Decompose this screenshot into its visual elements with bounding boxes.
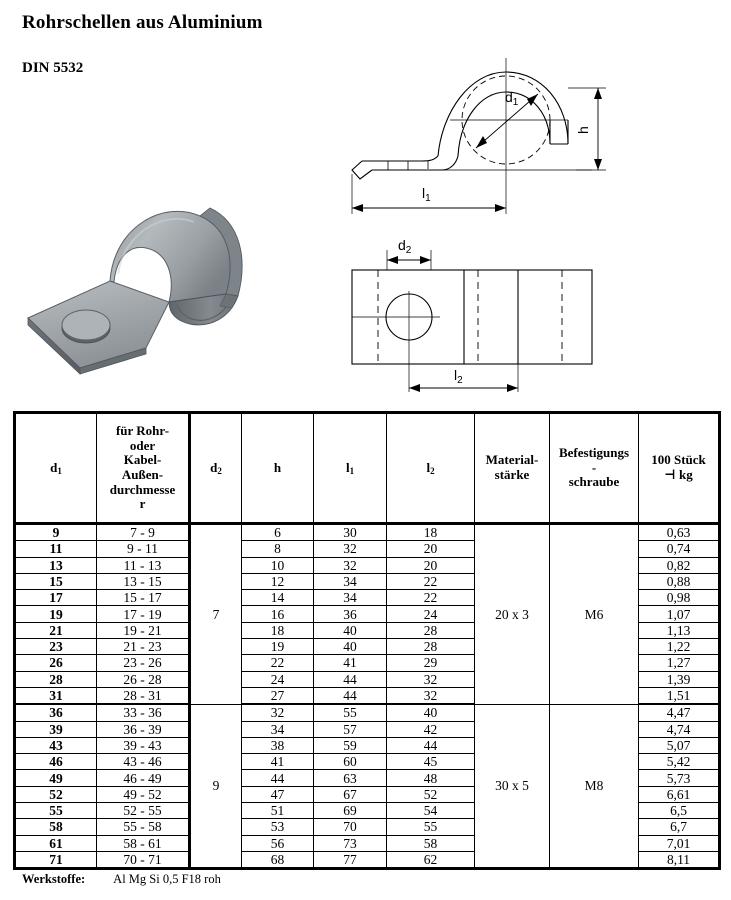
- cell-weight-per-100: 6,7: [639, 819, 720, 835]
- label-l2: $l_2$: [454, 367, 463, 386]
- cell-d1: 43: [15, 737, 97, 753]
- cell-l2: 62: [387, 851, 475, 868]
- cell-d2: 9: [190, 704, 242, 868]
- label-h: h: [575, 126, 591, 134]
- cell-weight-per-100: 5,07: [639, 737, 720, 753]
- cell-l1: 44: [314, 671, 387, 687]
- cell-outer-diameter-range: 43 - 46: [97, 754, 190, 770]
- cell-d1: 15: [15, 573, 97, 589]
- cell-weight-per-100: 0,98: [639, 590, 720, 606]
- cell-fixing-screw: M6: [550, 524, 639, 705]
- cell-h: 10: [242, 557, 314, 573]
- header-l2: $l_2$: [387, 413, 475, 524]
- cell-outer-diameter-range: 17 - 19: [97, 606, 190, 622]
- cell-l2: 29: [387, 655, 475, 671]
- cell-l2: 42: [387, 721, 475, 737]
- specification-table-container: [13, 411, 718, 870]
- cell-h: 51: [242, 803, 314, 819]
- clamp-3d-svg: [14, 178, 264, 383]
- cell-l2: 44: [387, 737, 475, 753]
- cell-l2: 40: [387, 704, 475, 721]
- cell-l2: 22: [387, 590, 475, 606]
- cell-l1: 36: [314, 606, 387, 622]
- cell-h: 24: [242, 671, 314, 687]
- cell-l1: 32: [314, 557, 387, 573]
- cell-weight-per-100: 8,11: [639, 851, 720, 868]
- cell-outer-diameter-range: 52 - 55: [97, 803, 190, 819]
- cell-h: 32: [242, 704, 314, 721]
- cell-l2: 48: [387, 770, 475, 786]
- label-d1: $d_1$: [505, 89, 519, 108]
- cell-outer-diameter-range: 11 - 13: [97, 557, 190, 573]
- cell-h: 41: [242, 754, 314, 770]
- cell-weight-per-100: 1,51: [639, 687, 720, 704]
- cell-weight-per-100: 7,01: [639, 835, 720, 851]
- cell-l1: 32: [314, 541, 387, 557]
- page-title: Rohrschellen aus Aluminium: [22, 12, 263, 33]
- cell-h: 6: [242, 524, 314, 541]
- header-l1: $l_1$: [314, 413, 387, 524]
- cell-d1: 49: [15, 770, 97, 786]
- label-l1: $l_1$: [422, 185, 431, 204]
- header-d2: $d_2$: [190, 413, 242, 524]
- cell-d1: 21: [15, 622, 97, 638]
- cell-d1: 31: [15, 687, 97, 704]
- cell-h: 27: [242, 687, 314, 704]
- cell-h: 14: [242, 590, 314, 606]
- cell-l2: 54: [387, 803, 475, 819]
- header-h: h: [242, 413, 314, 524]
- cell-l1: 67: [314, 786, 387, 802]
- cell-weight-per-100: 0,63: [639, 524, 720, 541]
- cell-material-thickness: 30 x 5: [475, 704, 550, 868]
- cell-h: 44: [242, 770, 314, 786]
- cell-d2: 7: [190, 524, 242, 705]
- cell-l1: 44: [314, 687, 387, 704]
- cell-l2: 28: [387, 639, 475, 655]
- cell-l2: 52: [387, 786, 475, 802]
- cell-l2: 32: [387, 687, 475, 704]
- cell-l2: 55: [387, 819, 475, 835]
- technical-drawings: [330, 48, 630, 386]
- cell-h: 38: [242, 737, 314, 753]
- table-header-row: [15, 413, 720, 524]
- cell-weight-per-100: 5,42: [639, 754, 720, 770]
- cell-l1: 77: [314, 851, 387, 868]
- cell-weight-per-100: 6,5: [639, 803, 720, 819]
- cell-weight-per-100: 1,22: [639, 639, 720, 655]
- cell-d1: 26: [15, 655, 97, 671]
- cell-l2: 58: [387, 835, 475, 851]
- cell-weight-per-100: 1,39: [639, 671, 720, 687]
- cell-outer-diameter-range: 19 - 21: [97, 622, 190, 638]
- cell-l1: 55: [314, 704, 387, 721]
- cell-outer-diameter-range: 23 - 26: [97, 655, 190, 671]
- cell-outer-diameter-range: 26 - 28: [97, 671, 190, 687]
- materials-note: [22, 872, 221, 887]
- product-render-3d: [14, 178, 264, 383]
- cell-outer-diameter-range: 39 - 43: [97, 737, 190, 753]
- cell-d1: 71: [15, 851, 97, 868]
- cell-l1: 34: [314, 590, 387, 606]
- cell-l1: 73: [314, 835, 387, 851]
- header-d1: $d_1$: [15, 413, 97, 524]
- cell-l1: 30: [314, 524, 387, 541]
- cell-weight-per-100: 5,73: [639, 770, 720, 786]
- cell-l1: 34: [314, 573, 387, 589]
- cell-outer-diameter-range: 55 - 58: [97, 819, 190, 835]
- cell-outer-diameter-range: 28 - 31: [97, 687, 190, 704]
- cell-d1: 61: [15, 835, 97, 851]
- cell-l2: 22: [387, 573, 475, 589]
- cell-l1: 60: [314, 754, 387, 770]
- header-weight-per-100: 100 Stück ⊣ kg: [639, 413, 720, 524]
- cell-d1: 39: [15, 721, 97, 737]
- cell-h: 12: [242, 573, 314, 589]
- cell-d1: 46: [15, 754, 97, 770]
- cell-weight-per-100: 6,61: [639, 786, 720, 802]
- cell-l1: 69: [314, 803, 387, 819]
- cell-d1: 28: [15, 671, 97, 687]
- cell-d1: 17: [15, 590, 97, 606]
- cell-d1: 58: [15, 819, 97, 835]
- cell-material-thickness: 20 x 3: [475, 524, 550, 705]
- cell-l1: 59: [314, 737, 387, 753]
- cell-l1: 41: [314, 655, 387, 671]
- cell-d1: 13: [15, 557, 97, 573]
- cell-l1: 63: [314, 770, 387, 786]
- cell-d1: 11: [15, 541, 97, 557]
- cell-weight-per-100: 4,47: [639, 704, 720, 721]
- cell-weight-per-100: 1,27: [639, 655, 720, 671]
- cell-weight-per-100: 0,88: [639, 573, 720, 589]
- cell-l1: 40: [314, 639, 387, 655]
- cell-h: 47: [242, 786, 314, 802]
- cell-l1: 70: [314, 819, 387, 835]
- cell-d1: 19: [15, 606, 97, 622]
- specification-table: [13, 411, 721, 870]
- din-standard-number: DIN 5532: [22, 60, 84, 76]
- cell-outer-diameter-range: 49 - 52: [97, 786, 190, 802]
- cell-l2: 45: [387, 754, 475, 770]
- cell-h: 16: [242, 606, 314, 622]
- cell-d1: 52: [15, 786, 97, 802]
- cell-outer-diameter-range: 15 - 17: [97, 590, 190, 606]
- cell-weight-per-100: 1,13: [639, 622, 720, 638]
- cell-l2: 32: [387, 671, 475, 687]
- cell-d1: 55: [15, 803, 97, 819]
- cell-l2: 20: [387, 541, 475, 557]
- header-material-thickness: Material- stärke: [475, 413, 550, 524]
- cell-l2: 24: [387, 606, 475, 622]
- cell-l2: 18: [387, 524, 475, 541]
- cell-h: 56: [242, 835, 314, 851]
- header-outer-diameter: für Rohr- oder Kabel- Außen- durchmesse r: [97, 413, 190, 524]
- cell-l1: 40: [314, 622, 387, 638]
- cell-outer-diameter-range: 46 - 49: [97, 770, 190, 786]
- cell-outer-diameter-range: 58 - 61: [97, 835, 190, 851]
- label-d2: $d_2$: [398, 237, 412, 256]
- cell-outer-diameter-range: 21 - 23: [97, 639, 190, 655]
- cell-d1: 9: [15, 524, 97, 541]
- cell-h: 22: [242, 655, 314, 671]
- cell-outer-diameter-range: 13 - 15: [97, 573, 190, 589]
- cell-h: 53: [242, 819, 314, 835]
- cell-h: 68: [242, 851, 314, 868]
- cell-outer-diameter-range: 70 - 71: [97, 851, 190, 868]
- cell-h: 8: [242, 541, 314, 557]
- cell-weight-per-100: 1,07: [639, 606, 720, 622]
- cell-weight-per-100: 0,74: [639, 541, 720, 557]
- engineering-drawing-svg: [330, 48, 630, 386]
- cell-outer-diameter-range: 36 - 39: [97, 721, 190, 737]
- cell-weight-per-100: 0,82: [639, 557, 720, 573]
- cell-h: 34: [242, 721, 314, 737]
- cell-fixing-screw: M8: [550, 704, 639, 868]
- cell-h: 19: [242, 639, 314, 655]
- table-body: [15, 524, 720, 869]
- cell-l2: 20: [387, 557, 475, 573]
- cell-outer-diameter-range: 9 - 11: [97, 541, 190, 557]
- table-row: [15, 704, 720, 721]
- cell-outer-diameter-range: 33 - 36: [97, 704, 190, 721]
- cell-l1: 57: [314, 721, 387, 737]
- cell-outer-diameter-range: 7 - 9: [97, 524, 190, 541]
- cell-weight-per-100: 4,74: [639, 721, 720, 737]
- header-fixing-screw: Befestigungs - schraube: [550, 413, 639, 524]
- cell-d1: 23: [15, 639, 97, 655]
- cell-l2: 28: [387, 622, 475, 638]
- materials-label: Werkstoffe:: [22, 872, 86, 886]
- table-row: [15, 524, 720, 541]
- materials-value: Al Mg Si 0,5 F18 roh: [113, 872, 221, 886]
- cell-h: 18: [242, 622, 314, 638]
- cell-d1: 36: [15, 704, 97, 721]
